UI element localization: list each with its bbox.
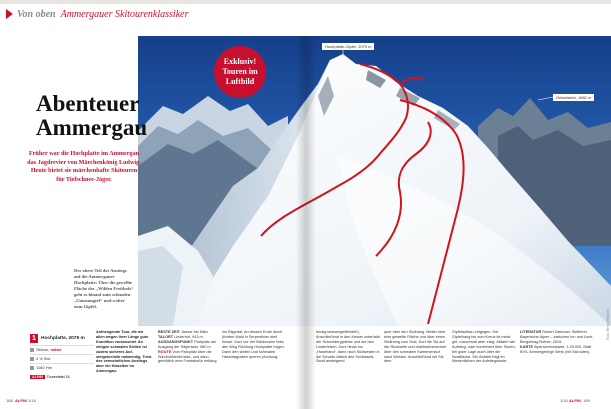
body-column-7 [520,330,596,355]
tour-type-label: Skitour, [36,347,50,352]
col2-heading-4: ROUTE [158,349,172,354]
tour-row-duration [30,354,94,361]
tour-infobox [30,334,94,379]
tour-difficulty: mittel [50,347,62,352]
tour-row-type [30,345,94,352]
tour-row-elevation [30,363,94,370]
col2-heading-1: BESTE ZEIT [158,330,180,334]
exclusive-badge [214,46,266,98]
aerial-photo [138,36,611,326]
ski-icon [30,348,34,352]
right-mag-name: ALPIN [568,398,581,403]
col2-text-2: Linderhof, 943 m. [174,334,204,339]
tour-tag-text: Tourentafel 18 [46,375,70,379]
body-column-6: Gipfelaufbau entgegen. Der Gipfelhang bis zum Kreuz ist meist gut, manchmal aber eisig. Abfahrt wie Aufstieg, oder kombiniert über Stufen, bei guter Lage auch über die Nordflanke. Die Abfahrt folgt im Wesentlichen der Aufstiegsroute. [452,330,516,364]
tour-elevation: 1180 Hm [36,365,52,370]
lead-paragraph: Früher war die Hochplatte im Ammergau das Jagdrevier von Märchenkönig Ludwig. Heute bietet sie märchenhafte Skitouren für Tiefschnee-Jäger. [27,150,141,184]
body-column-2 [158,330,218,364]
section-name: Von oben [17,8,56,20]
tour-number: 1 [30,334,38,343]
left-page-number: 188 [6,398,13,403]
section-arrow-icon [6,9,13,19]
mountain-illustration [138,36,611,326]
tour-name: Hochplatte, 2079 m [41,336,85,341]
title-line-1: Abenteuer [36,91,140,116]
alpin-logo: ALPIN [32,375,43,379]
top-rule [0,0,611,4]
badge-line-3: Luftbild [225,77,255,86]
badge-line-2: Touren im [222,67,258,76]
left-mag-name: ALPIN [14,398,27,403]
badge-line-1: Exklusiv! [223,57,257,66]
section-subtitle: Ammergauer Skitourenklassiker [60,8,189,20]
tour-tag [30,375,94,379]
col2-heading-3: AUSGANGSPUNKT [158,339,194,344]
left-folio [6,398,36,403]
neighbor-peak-label: Geiselstein, 1882 m [553,94,594,101]
col2-text-1: Januar bis März [181,330,209,334]
body-column-3: ins Sägertal. An dessen Ende durch (lichten Wald in Serpentinen steil hinauf. Kurz vor der Bäckenalm links den Weg Richtung Hochplatte folgen. Dann den steilen und schmalen Hasentagraben queren (Achtung: [222,330,285,359]
col2-heading-2: TALORT [158,334,174,339]
right-folio [560,398,590,403]
col2-text-4: Vom Parkplatz über die Windmühlenbrücke- und dann gemütlich eine Forststraße entlang [158,349,217,364]
elevation-icon [30,366,34,370]
tour-duration: 4 ½ Std. [36,356,51,361]
clock-icon [30,357,34,361]
col7-text-1: Robert Zamman: Skiführer Bayerische Alpen – zwischen Inn und Lech, Bergverlag Rother, 2015. [520,330,594,344]
body-column-1: Anthengende Tour, die wir allen wegen ihrer Länge gute Kondition voraussetzt. An einigen schmalen Stellen ist zudem sicheres Auf-steigetechnik notwendig. Trotz des vermeintlichen Anstiegs aber ein Klassiker im Ammergau. [96,330,152,374]
body-column-4: heutig lawinengefährdet!). Anschließend in den Kessel unterhalb der Schneidergipfelse und auf den Linderfelsch. Kurz hinab ins „Haselrand“, dann nach Südwesten in die Scharte östlich des Schlössels. Sanft ansteigend [316,330,380,364]
title-line-2: Ammergau [36,115,148,140]
peak-label: Hochplatte-Gipfel, 2079 m [322,43,374,50]
tour-head [30,334,94,343]
photo-credit: Foto: Bernd Ritschel [606,309,610,340]
right-page-number: 189 [583,398,590,403]
section-header [6,6,188,22]
col7-heading-2: KARTE [520,344,534,349]
article-title [36,92,147,140]
col2-text-3: Parkplatz am Ausgang der Sägertalm, 980 m. [158,339,217,349]
col7-heading-1: LITERATUR [520,330,542,334]
body-column-5: quer über den Südhang. Weiter über eine gewellte Fläche und über einen Steilhang zum Grat. Dort die Ski auf der Rückseite und drahtseilversichert über den schmalen Kammverlauf nach Westen. Anschließend mit Ski dem [384,330,447,364]
col7-text-2: Alpenvereinskarte, 1:25.000, Blatt BY6, Ammergebirge West (mit Skirouten). [520,344,591,354]
photo-caption: Der obere Teil des Anstiegs auf die Ammergauer Hochplatte: Über die gewellte Fläche des „Wilden Freithofs“ geht es hinauf zum schmalen „Gamsangerl“ und weiter zum Gipfel. [74,268,134,309]
right-issue: 1/16 [560,398,568,403]
left-issue: 1/16 [28,398,36,403]
